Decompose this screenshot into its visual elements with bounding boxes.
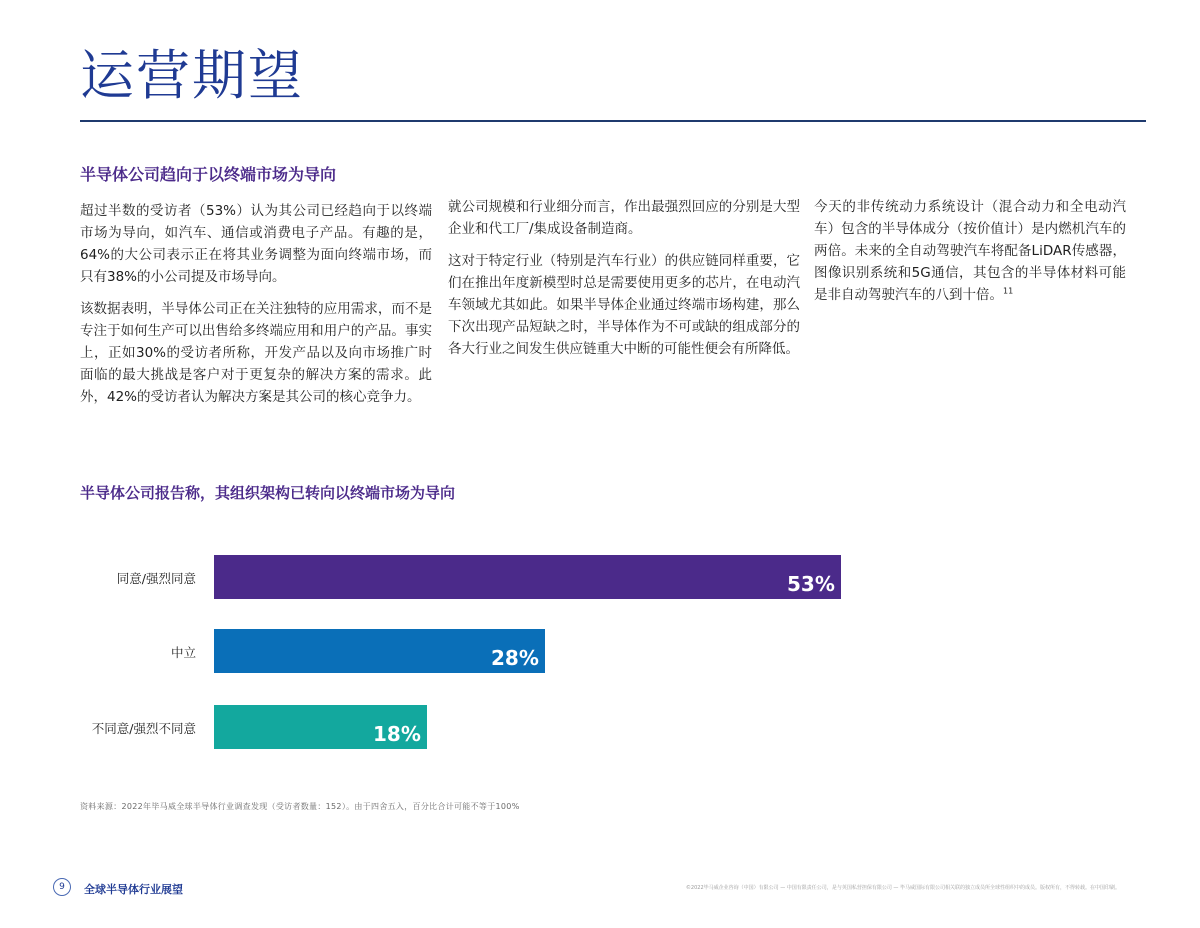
bar [214,555,841,599]
section-heading: 半导体公司趋向于以终端市场为导向 [80,165,337,184]
paragraph-text: 今天的非传统动力系统设计（混合动力和全电动汽车）包含的半导体成分（按价值计）是内燃机汽车的两倍。未来的全自动驾驶汽车将配备LiDAR传感器，图像识别系统和5G通信，其包含的半导体材料可能是非自动驾驶汽车的八到十倍。 [814,199,1126,303]
bar-chart [0,540,1200,770]
paragraph: 该数据表明，半导体公司正在关注独特的应用需求，而不是专注于如何生产可以出售给多终端应用和用户的产品。事实上，正如30%的受访者所称，开发产品以及向市场推广时面临的最大挑战是客户对于更复杂的解决方案的需求。此外，42%的受访者认为解决方案是其公司的核心竞争力。 [80,301,432,405]
footnote-marker: 11 [1003,286,1014,296]
text-column-2 [448,196,800,370]
page-number: 9 [53,878,71,896]
page-title: 运营期望 [80,44,304,107]
paragraph: 就公司规模和行业细分而言，作出最强烈回应的分别是大型企业和代工厂/集成设备制造商。 [448,199,800,237]
bar-category-label: 中立 [170,645,196,660]
bar-category-label: 不同意/强烈不同意 [91,721,196,736]
title-divider [80,120,1146,122]
footer-legal: ©2022毕马威企业咨询（中国）有限公司 — 中国有限责任公司，是与英国私营担保有限公司 — 毕马威国际有限公司相关联的独立成员所全球性组织中的成员。版权所有，不得转载。在中国印刷。 [685,885,1120,891]
footer-title: 全球半导体行业展望 [84,883,183,896]
paragraph: 这对于特定行业（特别是汽车行业）的供应链同样重要，它们在推出年度新模型时总是需要使用更多的芯片，在电动汽车领域尤其如此。如果半导体企业通过终端市场构建，那么下次出现产品短缺之时，半导体作为不可或缺的组成部分的各大行业之间发生供应链重大中断的可能性便会有所降低。 [448,253,800,357]
paragraph [814,196,1126,306]
paragraph: 超过半数的受访者（53%）认为其公司已经趋向于以终端市场为导向，如汽车、通信或消费电子产品。有趣的是，64%的大公司表示正在将其业务调整为面向终端市场，而只有38%的小公司提及市场导向。 [80,203,432,285]
bar-value-label: 18% [373,722,421,746]
bar-category-label: 同意/强烈同意 [116,571,196,586]
chart-title: 半导体公司报告称，其组织架构已转向以终端市场为导向 [80,484,456,502]
text-column-3 [814,196,1126,316]
bar-value-label: 53% [787,572,835,596]
text-column-1 [80,200,432,418]
bar-value-label: 28% [491,646,539,670]
source-note: 资料来源：2022年毕马威全球半导体行业调查发现（受访者数量：152）。由于四舍五入，百分比合计可能不等于100% [80,802,520,811]
